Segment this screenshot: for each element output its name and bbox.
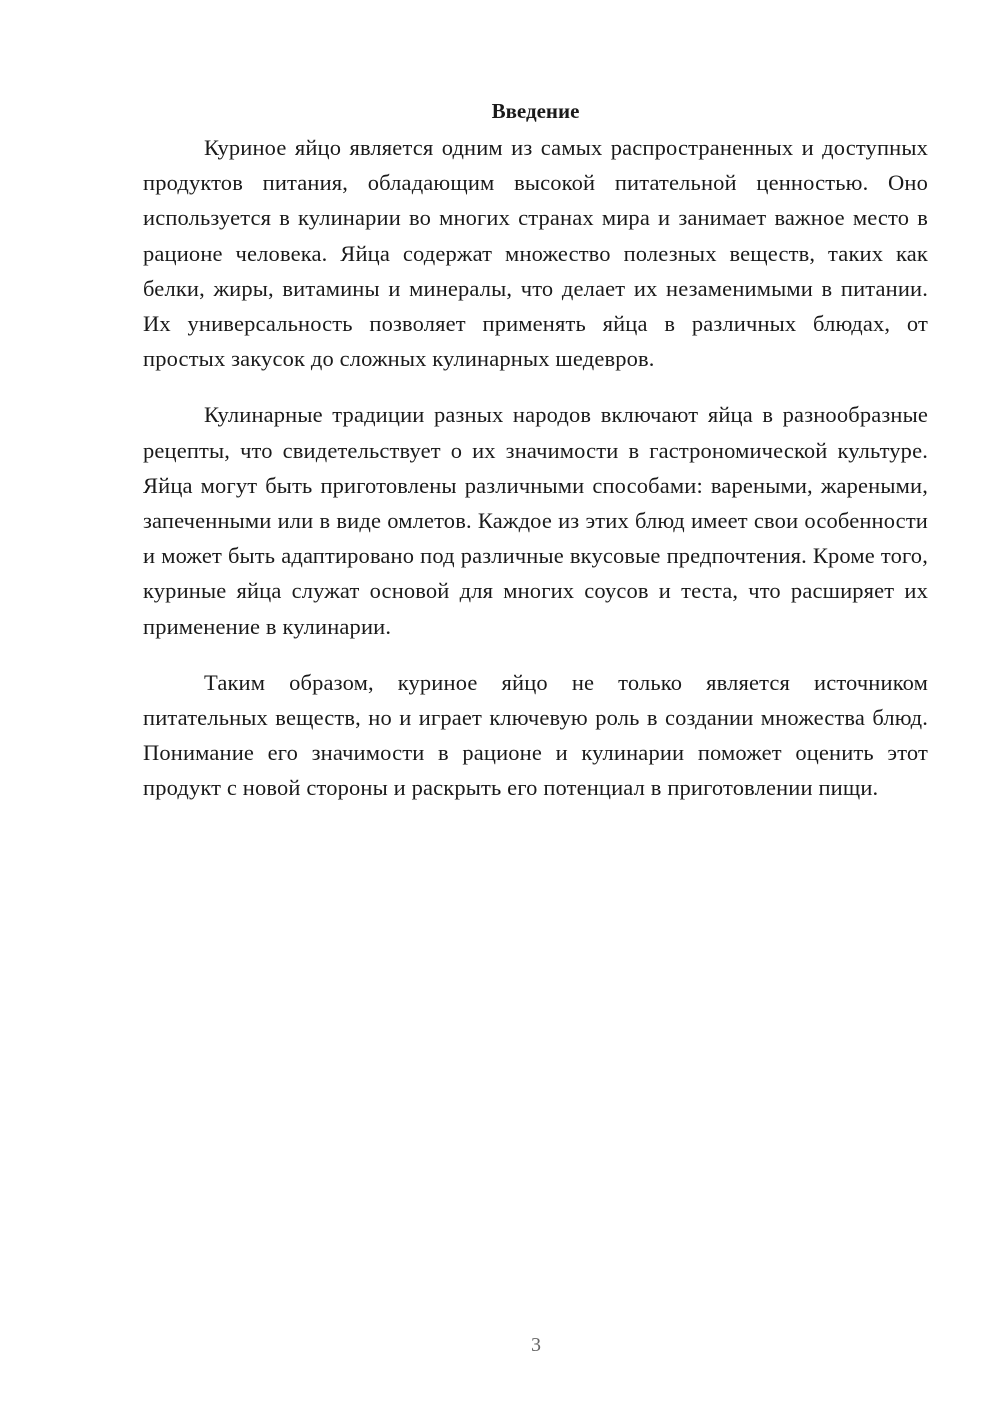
page-title: Введение — [491, 99, 580, 123]
paragraph-conclusion: Таким образом, куриное яйцо не только является источником питательных веществ, но и играет ключевую роль в создании множества блюд. Понимание его значимости в рационе и кулинарии поможет оценить этот продукт с новой стороны и раскрыть его потенциал в приготовлении пищи. — [143, 669, 928, 801]
paragraph-traditions: Кулинарные традиции разных народов включают яйца в разнообразные рецепты, что свидетельствует о их значимости в гастрономической культуре. Яйца могут быть приготовлены различными способами: вареными, жареными, запеченными или в виде омлетов. Каждое из этих блюд имеет свои особенности и может быть адаптировано под различные вкусовые предпочтения. Кроме того, куриные яйца служат основой для многих соусов и теста, что расширяет их применение в кулинарии. — [143, 402, 928, 639]
page-content — [143, 96, 928, 827]
paragraph-intro: Куриное яйцо является одним из самых распространенных и доступных продуктов питания, обладающим высокой питательной ценностью. Оно используется в кулинарии во многих странах мира и занимает важное место в рационе человека. Яйца содержат множество полезных веществ, таких как белки, жиры, витамины и минералы, что делает их незаменимыми в питании. Их универсальность позволяет применять яйца в различных блюдах, от простых закусок до сложных кулинарных шедевров. — [143, 135, 928, 372]
page-number: 3 — [531, 1334, 541, 1356]
